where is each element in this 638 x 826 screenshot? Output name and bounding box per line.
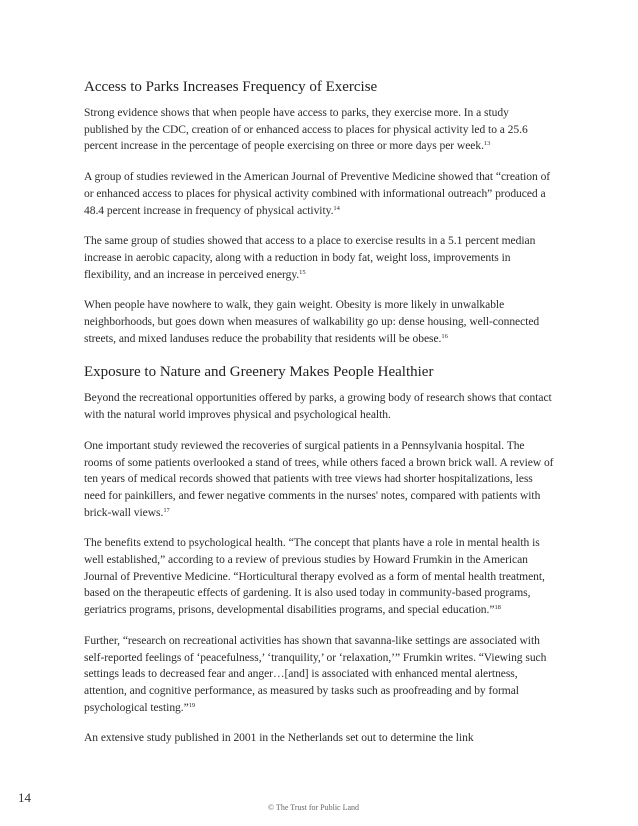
footnote-ref: 15: [299, 268, 306, 276]
footnote-ref: 18: [494, 604, 501, 612]
paragraph-text: An extensive study published in 2001 in the Netherlands set out to determine the link: [84, 732, 474, 745]
paragraph: [84, 169, 554, 219]
paragraph: [84, 633, 554, 717]
page-number: 14: [18, 790, 31, 805]
paragraph: [84, 730, 554, 747]
footnote-ref: 17: [163, 506, 170, 514]
paragraph-text: Further, “research on recreational activities has shown that savanna-like settings are associated with self-reported feelings of ‘peacefulness,’ ‘tranquility,’ or ‘relaxation,’” Frumkin writes. “Viewing such settings leads to decreased fear and anger…[and] is associated with enhanced mental alertness, attention, and cognitive performance, as measured by tasks such as proofreading and by formal psychological testing.”: [84, 634, 547, 714]
paragraph-text: The same group of studies showed that access to a place to exercise results in a 5.1 percent median increase in aerobic capacity, along with a reduction in body fat, weight loss, improvements in flexibility, and an increase in perceived energy.: [84, 235, 536, 281]
section-heading-nature-greenery: Exposure to Nature and Greenery Makes People Healthier: [84, 364, 434, 381]
paragraph: [84, 535, 554, 619]
text-column: [84, 78, 554, 761]
paragraph-text: The benefits extend to psychological health. “The concept that plants have a role in mental health is well established,” according to a review of previous studies by Howard Frumkin in the American Journal of Preventive Medicine. “Horticultural therapy evolved as a form of mental health treatment, based on the therapeutic effects of gardening. It is also used today in community-based programs, geriatrics programs, prisons, developmental disabilities programs, and special education.”: [84, 537, 545, 617]
section-heading-parks-exercise: Access to Parks Increases Frequency of Exercise: [84, 79, 378, 95]
paragraph: [84, 438, 554, 522]
paragraph-text: One important study reviewed the recoveries of surgical patients in a Pennsylvania hospital. The rooms of some patients overlooked a stand of trees, while others faced a brown brick wall. A review of ten years of medical records showed that patients with tree views had shorter hospitalizations, less need for painkillers, and fewer negative comments in the nurses' notes, compared with patients with brick-wall views.: [84, 439, 554, 519]
paragraph-text: When people have nowhere to walk, they gain weight. Obesity is more likely in unwalkable neighborhoods, but goes down when measures of walkability go up: dense housing, well-connected streets, and mixed landuses reduce the probability that residents will be obese.: [84, 299, 540, 345]
footnote-ref: 14: [333, 204, 340, 212]
footer-copyright: © The Trust for Public Land: [268, 803, 360, 812]
paragraph: [84, 233, 554, 283]
footnote-ref: 13: [483, 140, 491, 148]
paragraph-text: Strong evidence shows that when people have access to parks, they exercise more. In a study published by the CDC, creation of or enhanced access to places for physical activity led to a 25.6 percent increase in the percentage of people exercising on three or more days per week.: [84, 107, 528, 153]
paragraph: [84, 390, 554, 423]
paragraph: [84, 297, 554, 347]
footnote-ref: 16: [441, 332, 448, 340]
paragraph-text: A group of studies reviewed in the American Journal of Preventive Medicine showed that “creation of or enhanced access to places for physical activity combined with informational outreach” produced a 48.4 percent increase in frequency of physical activity.: [84, 171, 551, 217]
paragraph: [84, 105, 554, 155]
footnote-ref: 19: [188, 701, 196, 709]
paragraph-text: Beyond the recreational opportunities offered by parks, a growing body of research shows that contact with the natural world improves physical and psychological health.: [84, 392, 552, 422]
